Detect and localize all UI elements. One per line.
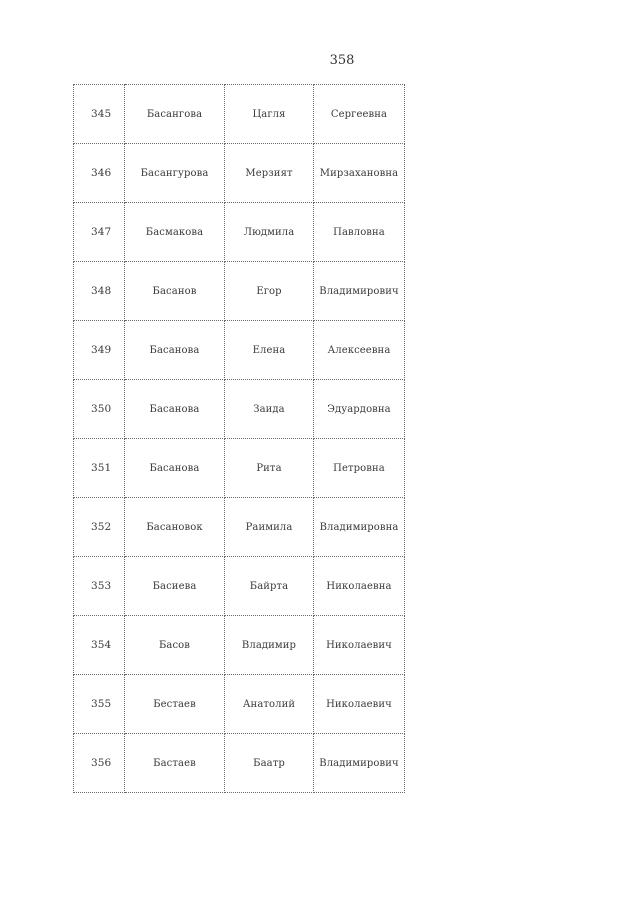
- first-name-cell: Владимир: [225, 616, 314, 675]
- first-name-cell: Баатр: [225, 734, 314, 793]
- surname-cell: Басиева: [125, 557, 225, 616]
- patronymic-cell: Эдуардовна: [314, 380, 405, 439]
- page-number: 358: [329, 53, 355, 68]
- surname-cell: Басанова: [125, 439, 225, 498]
- patronymic-cell: Николаевич: [314, 616, 405, 675]
- first-name-cell: Людмила: [225, 203, 314, 262]
- row-number: 350: [74, 380, 125, 439]
- table-row: [74, 498, 405, 557]
- first-name-cell: Байрта: [225, 557, 314, 616]
- patronymic-cell: Мирзахановна: [314, 144, 405, 203]
- surname-cell: Басанова: [125, 321, 225, 380]
- patronymic-cell: Владимирович: [314, 262, 405, 321]
- row-number: 349: [74, 321, 125, 380]
- patronymic-cell: Алексеевна: [314, 321, 405, 380]
- first-name-cell: Елена: [225, 321, 314, 380]
- table-row: [74, 321, 405, 380]
- row-number: 346: [74, 144, 125, 203]
- surname-cell: Басанов: [125, 262, 225, 321]
- surname-cell: Бастаев: [125, 734, 225, 793]
- registry-body: [74, 85, 405, 793]
- patronymic-cell: Павловна: [314, 203, 405, 262]
- patronymic-cell: Владимирович: [314, 734, 405, 793]
- surname-cell: Басов: [125, 616, 225, 675]
- row-number: 348: [74, 262, 125, 321]
- first-name-cell: Мерзият: [225, 144, 314, 203]
- table-row: [74, 616, 405, 675]
- surname-cell: Бестаев: [125, 675, 225, 734]
- patronymic-cell: Петровна: [314, 439, 405, 498]
- first-name-cell: Егор: [225, 262, 314, 321]
- table-row: [74, 557, 405, 616]
- row-number: 356: [74, 734, 125, 793]
- row-number: 347: [74, 203, 125, 262]
- table-row: [74, 734, 405, 793]
- surname-cell: Басангова: [125, 85, 225, 144]
- row-number: 353: [74, 557, 125, 616]
- row-number: 355: [74, 675, 125, 734]
- table-row: [74, 439, 405, 498]
- patronymic-cell: Николаевич: [314, 675, 405, 734]
- table-row: [74, 85, 405, 144]
- table-row: [74, 144, 405, 203]
- table-row: [74, 262, 405, 321]
- first-name-cell: Заида: [225, 380, 314, 439]
- first-name-cell: Анатолий: [225, 675, 314, 734]
- first-name-cell: Цагля: [225, 85, 314, 144]
- table-row: [74, 380, 405, 439]
- registry-table: [73, 84, 405, 793]
- patronymic-cell: Сергеевна: [314, 85, 405, 144]
- surname-cell: Басанова: [125, 380, 225, 439]
- patronymic-cell: Владимировна: [314, 498, 405, 557]
- surname-cell: Басмакова: [125, 203, 225, 262]
- row-number: 354: [74, 616, 125, 675]
- row-number: 352: [74, 498, 125, 557]
- first-name-cell: Раимила: [225, 498, 314, 557]
- row-number: 351: [74, 439, 125, 498]
- table-row: [74, 675, 405, 734]
- first-name-cell: Рита: [225, 439, 314, 498]
- surname-cell: Басановок: [125, 498, 225, 557]
- row-number: 345: [74, 85, 125, 144]
- table-row: [74, 203, 405, 262]
- surname-cell: Басангурова: [125, 144, 225, 203]
- patronymic-cell: Николаевна: [314, 557, 405, 616]
